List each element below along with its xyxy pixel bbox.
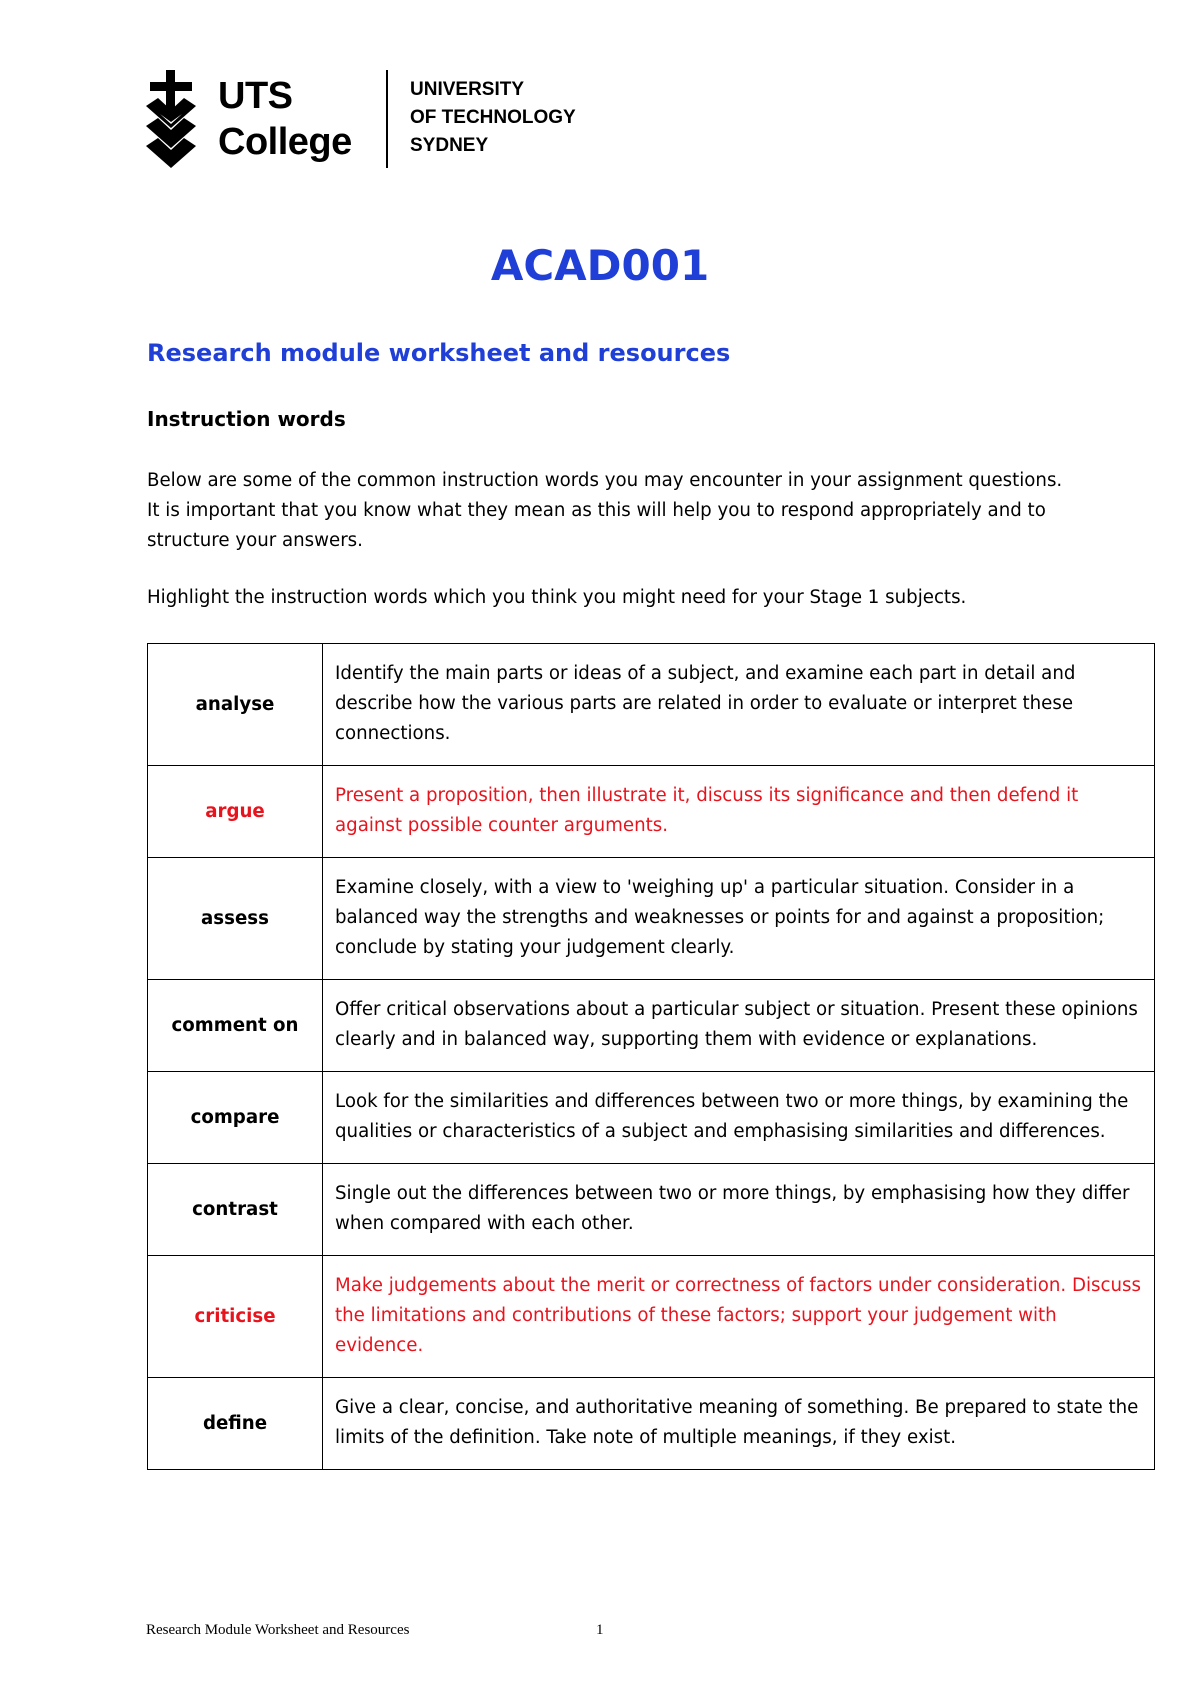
word-definition: Look for the similarities and differences between two or more things, by examining the qualities or characteristics of a subject and emphasising similarities and differences. [323, 1072, 1155, 1164]
page-number: 1 [596, 1622, 604, 1638]
table-row [148, 1378, 1155, 1470]
word-definition: Identify the main parts or ideas of a subject, and examine each part in detail and describe how the various parts are related in order to evaluate or interpret these connections. [323, 644, 1155, 766]
instruction-words-table [147, 643, 1155, 1470]
word-term: argue [148, 766, 323, 858]
intro-paragraph: Below are some of the common instruction words you may encounter in your assignment questions. It is important that you know what they mean as this will help you to respond appropriately and to structure your answers. [147, 470, 1063, 551]
document-code-title: ACAD001 [490, 241, 710, 290]
table-row [148, 1164, 1155, 1256]
logo-university-line: UNIVERSITY [410, 79, 525, 100]
section-heading: Instruction words [147, 407, 346, 431]
logo-college-text: College [218, 121, 352, 163]
logo-university-line: OF TECHNOLOGY [410, 107, 576, 128]
table-row [148, 1072, 1155, 1164]
document-subtitle: Research module worksheet and resources [147, 339, 731, 367]
word-term: comment on [148, 980, 323, 1072]
uts-college-logo [146, 68, 606, 172]
logo-divider [386, 70, 388, 168]
word-definition: Present a proposition, then illustrate it, discuss its significance and then defend it against possible counter arguments. [323, 766, 1155, 858]
uts-logo-mark-icon [146, 70, 196, 170]
word-term: contrast [148, 1164, 323, 1256]
table-row [148, 980, 1155, 1072]
word-definition: Single out the differences between two or more things, by emphasising how they differ when compared with each other. [323, 1164, 1155, 1256]
word-term: define [148, 1378, 323, 1470]
word-term: criticise [148, 1256, 323, 1378]
table-row [148, 644, 1155, 766]
word-definition: Examine closely, with a view to 'weighing up' a particular situation. Consider in a balanced way the strengths and weaknesses or points for and against a proposition; conclude by stating your judgement clearly. [323, 858, 1155, 980]
word-definition: Make judgements about the merit or correctness of factors under consideration. Discuss the limitations and contributions of these factors; support your judgement with evidence. [323, 1256, 1155, 1378]
table-row [148, 858, 1155, 980]
logo-uts-text: UTS [218, 75, 293, 117]
instruction-paragraph: Highlight the instruction words which you think you might need for your Stage 1 subjects. [147, 587, 967, 608]
table-row [148, 1256, 1155, 1378]
logo-university-line: SYDNEY [410, 135, 489, 156]
word-definition: Give a clear, concise, and authoritative meaning of something. Be prepared to state the limits of the definition. Take note of multiple meanings, if they exist. [323, 1378, 1155, 1470]
word-definition: Offer critical observations about a particular subject or situation. Present these opinions clearly and in balanced way, supporting them with evidence or explanations. [323, 980, 1155, 1072]
table-row [148, 766, 1155, 858]
word-term: analyse [148, 644, 323, 766]
footer-title: Research Module Worksheet and Resources [146, 1622, 410, 1638]
word-term: assess [148, 858, 323, 980]
word-term: compare [148, 1072, 323, 1164]
